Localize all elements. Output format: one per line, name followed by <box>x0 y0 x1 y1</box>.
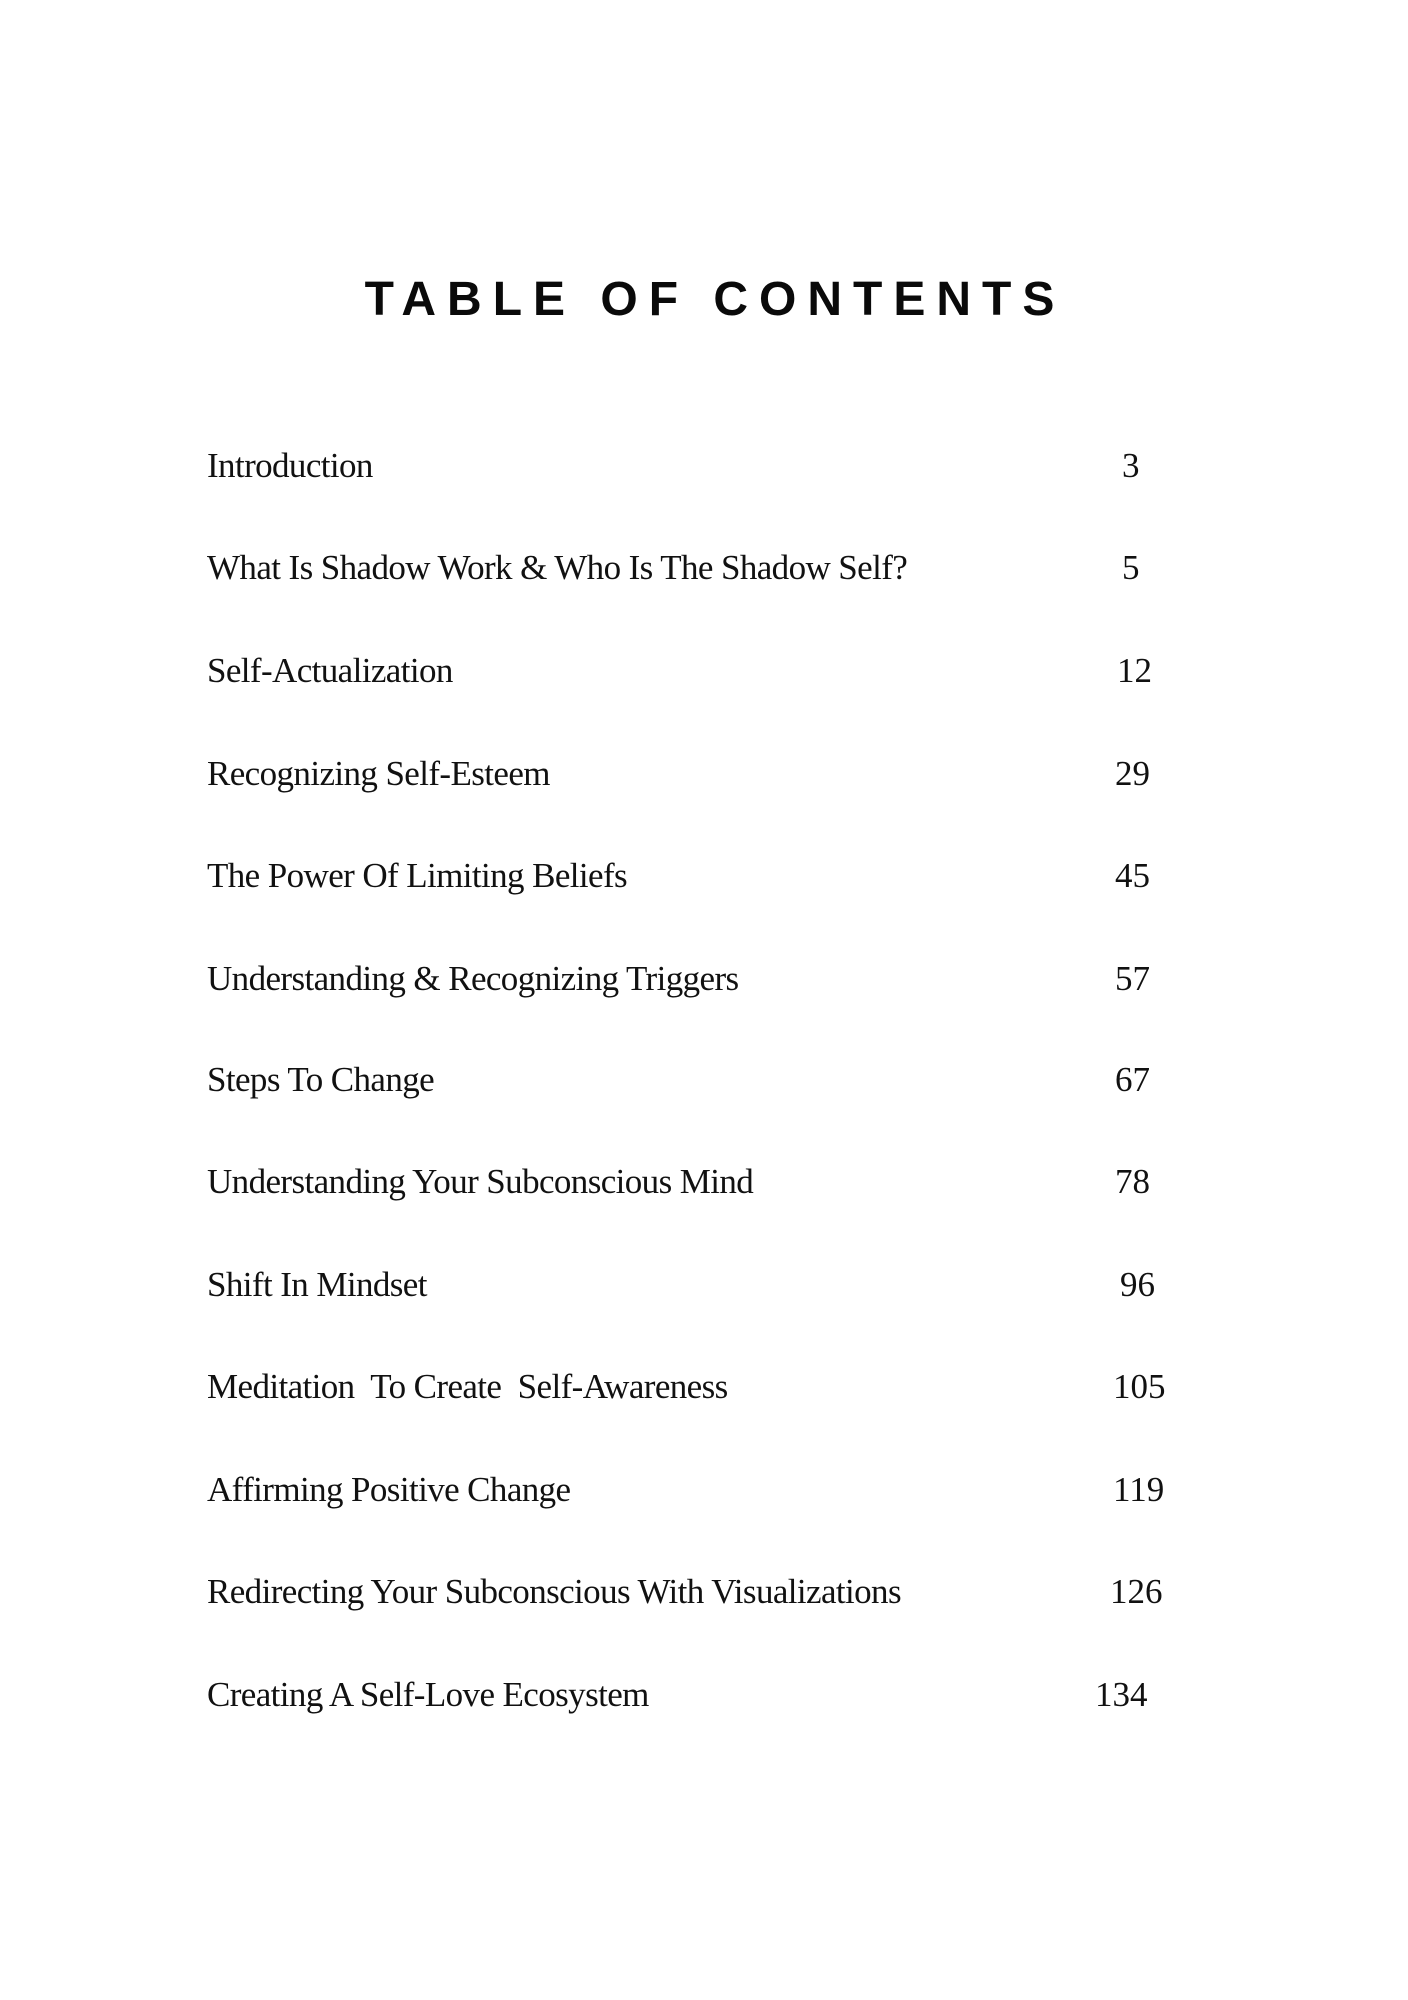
toc-entry-label: Shift In Mindset <box>207 1265 427 1304</box>
toc-entry <box>207 538 1207 598</box>
toc-entry <box>207 1357 1207 1417</box>
toc-entry-page: 29 <box>1115 754 1150 793</box>
toc-entry-page: 12 <box>1117 651 1152 690</box>
toc-entry-page: 126 <box>1110 1572 1163 1611</box>
toc-entry-page: 119 <box>1113 1470 1165 1509</box>
toc-entry <box>207 744 1207 804</box>
toc-entry <box>207 949 1207 1009</box>
toc-entry-page: 105 <box>1113 1367 1166 1406</box>
page-title: TABLE OF CONTENTS <box>364 273 1066 326</box>
toc-entry-label: Affirming Positive Change <box>207 1470 571 1509</box>
toc-entry-page: 5 <box>1122 548 1140 587</box>
toc-entry-label: Recognizing Self-Esteem <box>207 754 550 793</box>
toc-entry-label: Understanding & Recognizing Triggers <box>207 959 739 998</box>
toc-entry-label: Redirecting Your Subconscious With Visualizations <box>207 1572 901 1611</box>
toc-entry-label: Steps To Change <box>207 1060 435 1099</box>
toc-entry <box>207 641 1207 701</box>
toc-entry <box>207 1255 1207 1315</box>
toc-entry-label: What Is Shadow Work & Who Is The Shadow Self? <box>207 548 908 587</box>
toc-entry-label: Introduction <box>207 446 373 485</box>
toc-entry <box>207 1152 1207 1212</box>
toc-entry-label: Understanding Your Subconscious Mind <box>207 1162 754 1201</box>
toc-entry-page: 67 <box>1115 1060 1150 1099</box>
toc-entry-page: 134 <box>1095 1675 1148 1714</box>
toc-entry-page: 57 <box>1115 959 1150 998</box>
toc-entry <box>207 1562 1207 1622</box>
toc-entry-page: 78 <box>1115 1162 1150 1201</box>
toc-entry-label: Self-Actualization <box>207 651 453 690</box>
toc-entry-page: 45 <box>1115 856 1150 895</box>
toc-entry <box>207 1050 1207 1110</box>
toc-entry-page: 96 <box>1120 1265 1155 1304</box>
toc-entry <box>207 846 1207 906</box>
toc-entry-page: 3 <box>1122 446 1140 485</box>
toc-entry <box>207 1460 1207 1520</box>
toc-entry <box>207 1665 1207 1725</box>
toc-entry-label: The Power Of Limiting Beliefs <box>207 856 628 895</box>
toc-entry-label: Meditation To Create Self-Awareness <box>207 1367 728 1406</box>
toc-entry <box>207 436 1207 496</box>
toc-list <box>207 0 1207 2000</box>
toc-entry-label: Creating A Self-Love Ecosystem <box>207 1675 649 1714</box>
